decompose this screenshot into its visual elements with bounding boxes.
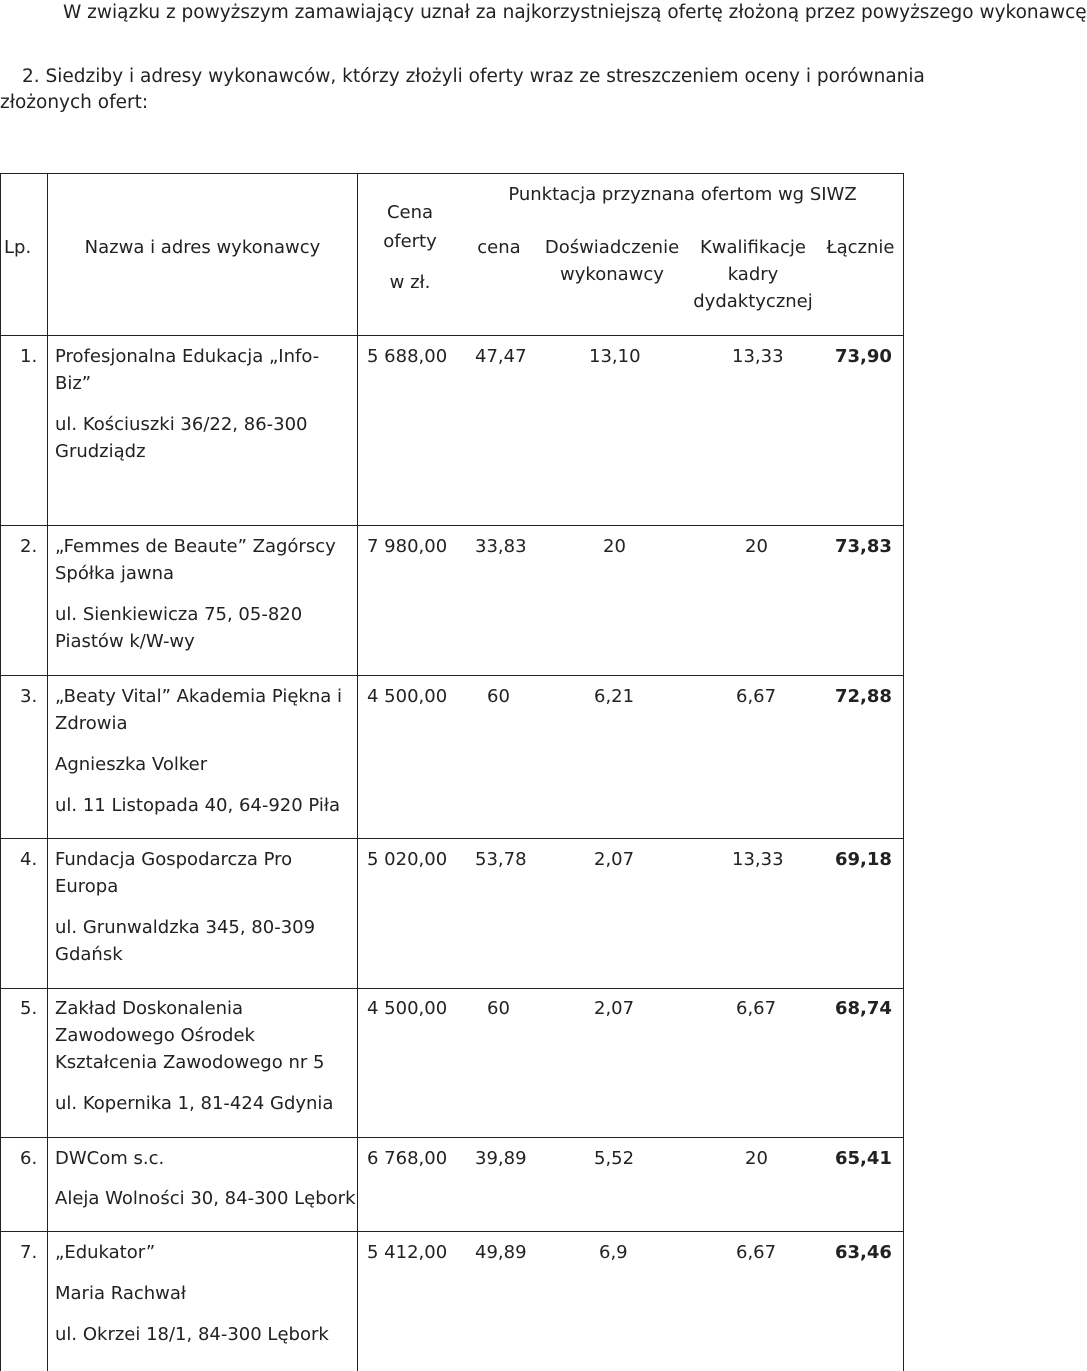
row-6-lp: 6. — [20, 1148, 38, 1169]
row-1-price: 5 688,00 — [367, 346, 448, 367]
row-7-experience: 6,9 — [599, 1242, 628, 1263]
row-3-name-line2: Zdrowia — [55, 713, 128, 734]
row-5-lp: 5. — [20, 998, 38, 1019]
row-7-address-line1: Maria Rachwał — [55, 1283, 187, 1304]
intro-line-2: 2. Siedziby i adresy wykonawców, którzy złożyli oferty wraz ze streszczeniem oceny i porównania złożonych ofert: — [0, 66, 925, 113]
row-4-lp: 4. — [20, 849, 38, 870]
row-6-experience: 5,52 — [594, 1148, 635, 1169]
row-5-qualifications: 6,67 — [736, 998, 777, 1019]
row-4-experience: 2,07 — [594, 849, 635, 870]
row-6-name-line1: DWCom s.c. — [55, 1148, 165, 1169]
header-qualifications-line2: kadry — [727, 264, 779, 285]
row-4-name-line1: Fundacja Gospodarcza Pro — [55, 849, 293, 870]
row-3-name-line1: „Beaty Vital” Akademia Piękna i — [55, 686, 342, 707]
row-5-name-line3: Kształcenia Zawodowego nr 5 — [55, 1052, 325, 1073]
row-6-qualifications: 20 — [745, 1148, 768, 1169]
row-1-lp: 1. — [20, 346, 38, 367]
header-experience-line2: wykonawcy — [560, 264, 664, 285]
row-4-qualifications: 13,33 — [732, 849, 784, 870]
row-7-total: 63,46 — [835, 1242, 892, 1263]
header-lp: Lp. — [4, 237, 32, 258]
header-score-group: Punktacja przyznana ofertom wg SIWZ — [508, 184, 857, 205]
header-qualifications-line1: Kwalifikacje — [699, 237, 806, 258]
row-4-total: 69,18 — [835, 849, 892, 870]
row-3-qualifications: 6,67 — [736, 686, 777, 707]
row-4-address-line2: Gdańsk — [55, 944, 123, 965]
header-price-line1: Cena — [386, 202, 434, 223]
header-cena: cena — [477, 237, 521, 258]
row-1-name-line2: Biz” — [55, 373, 92, 394]
header-total: Łącznie — [826, 237, 895, 258]
row-1-experience: 13,10 — [589, 346, 641, 367]
row-1-cena: 47,47 — [475, 346, 527, 367]
header-name: Nazwa i adres wykonawcy — [84, 237, 321, 258]
row-7-qualifications: 6,67 — [736, 1242, 777, 1263]
row-7-price: 5 412,00 — [367, 1242, 448, 1263]
row-2-total: 73,83 — [835, 536, 892, 557]
row-4-price: 5 020,00 — [367, 849, 448, 870]
row-4-cena: 53,78 — [475, 849, 527, 870]
row-6-cena: 39,89 — [475, 1148, 527, 1169]
row-3-lp: 3. — [20, 686, 38, 707]
row-5-address-line1: ul. Kopernika 1, 81-424 Gdynia — [55, 1093, 334, 1114]
row-4-name-line2: Europa — [55, 876, 119, 897]
row-7-name-line1: „Edukator” — [55, 1242, 156, 1263]
row-1-address-line1: ul. Kościuszki 36/22, 86-300 — [55, 414, 308, 435]
row-2-experience: 20 — [603, 536, 626, 557]
intro-line-1: W związku z powyższym zamawiający uznał za najkorzystniejszą ofertę złożoną przez powyższego wykonawcę — [63, 2, 1087, 23]
row-4-address-line1: ul. Grunwaldzka 345, 80-309 — [55, 917, 316, 938]
row-5-name-line2: Zawodowego Ośrodek — [55, 1025, 255, 1046]
row-5-experience: 2,07 — [594, 998, 635, 1019]
row-2-name-line2: Spółka jawna — [55, 563, 175, 584]
header-experience-line1: Doświadczenie — [544, 237, 680, 258]
row-3-address-line1: Agnieszka Volker — [55, 754, 208, 775]
header-qualifications-line3: dydaktycznej — [693, 291, 813, 312]
row-2-address-line2: Piastów k/W-wy — [55, 631, 195, 652]
row-6-total: 65,41 — [835, 1148, 892, 1169]
row-2-price: 7 980,00 — [367, 536, 448, 557]
header-price-line2: oferty — [383, 231, 437, 252]
row-6-price: 6 768,00 — [367, 1148, 448, 1169]
row-5-price: 4 500,00 — [367, 998, 448, 1019]
row-2-lp: 2. — [20, 536, 38, 557]
header-price-line3: w zł. — [389, 272, 431, 293]
row-2-name-line1: „Femmes de Beaute” Zagórscy — [55, 536, 336, 557]
row-1-qualifications: 13,33 — [732, 346, 784, 367]
row-1-total: 73,90 — [835, 346, 892, 367]
row-2-address-line1: ul. Sienkiewicza 75, 05-820 — [55, 604, 303, 625]
row-3-total: 72,88 — [835, 686, 892, 707]
row-7-address-line2: ul. Okrzei 18/1, 84-300 Lębork — [55, 1324, 329, 1345]
row-3-cena: 60 — [487, 686, 510, 707]
row-1-name-line1: Profesjonalna Edukacja „Info- — [55, 346, 320, 367]
row-6-address-line1: Aleja Wolności 30, 84-300 Lębork — [55, 1188, 356, 1209]
row-5-total: 68,74 — [835, 998, 892, 1019]
row-5-cena: 60 — [487, 998, 510, 1019]
row-2-cena: 33,83 — [475, 536, 527, 557]
row-5-name-line1: Zakład Doskonalenia — [55, 998, 244, 1019]
row-7-cena: 49,89 — [475, 1242, 527, 1263]
row-7-lp: 7. — [20, 1242, 38, 1263]
row-2-qualifications: 20 — [745, 536, 768, 557]
row-1-address-line2: Grudziądz — [55, 441, 146, 462]
row-3-price: 4 500,00 — [367, 686, 448, 707]
offers-table — [0, 173, 904, 1371]
row-3-address-line2: ul. 11 Listopada 40, 64-920 Piła — [55, 795, 341, 816]
row-3-experience: 6,21 — [594, 686, 635, 707]
